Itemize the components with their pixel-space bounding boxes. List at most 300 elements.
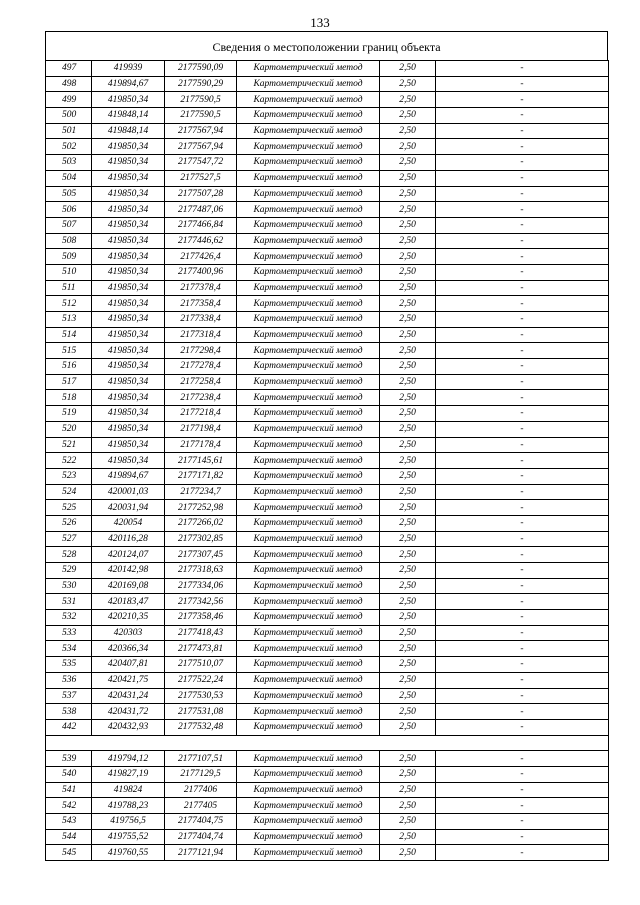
method-cell: Картометрический метод: [237, 798, 380, 814]
y-coordinate-cell: 2177527,5: [165, 170, 237, 186]
method-cell: Картометрический метод: [237, 688, 380, 704]
y-coordinate-cell: 2177404,74: [165, 829, 237, 845]
description-cell: -: [436, 249, 609, 265]
table-row: [46, 657, 609, 673]
y-coordinate-cell: 2177318,63: [165, 563, 237, 579]
accuracy-cell: 2,50: [380, 814, 436, 830]
x-coordinate-cell: 420169,08: [92, 578, 165, 594]
y-coordinate-cell: 2177531,08: [165, 704, 237, 720]
page-number: 133: [310, 15, 330, 30]
y-coordinate-cell: 2177234,7: [165, 484, 237, 500]
table-row: [46, 390, 609, 406]
description-cell: -: [436, 186, 609, 202]
accuracy-cell: 2,50: [380, 359, 436, 375]
description-cell: -: [436, 76, 609, 92]
table-row: [46, 327, 609, 343]
table-row: [46, 563, 609, 579]
point-number-cell: 513: [46, 312, 92, 328]
table-body: [46, 61, 609, 861]
description-cell: -: [436, 374, 609, 390]
method-cell: Картометрический метод: [237, 421, 380, 437]
x-coordinate-cell: 420124,07: [92, 547, 165, 563]
accuracy-cell: 2,50: [380, 202, 436, 218]
y-coordinate-cell: 2177378,4: [165, 280, 237, 296]
x-coordinate-cell: 419850,34: [92, 437, 165, 453]
method-cell: Картометрический метод: [237, 641, 380, 657]
description-cell: -: [436, 766, 609, 782]
accuracy-cell: 2,50: [380, 280, 436, 296]
x-coordinate-cell: 419850,34: [92, 374, 165, 390]
description-cell: -: [436, 155, 609, 171]
method-cell: Картометрический метод: [237, 280, 380, 296]
accuracy-cell: 2,50: [380, 468, 436, 484]
point-number-cell: 521: [46, 437, 92, 453]
point-number-cell: 518: [46, 390, 92, 406]
y-coordinate-cell: 2177338,4: [165, 312, 237, 328]
y-coordinate-cell: 2177266,02: [165, 515, 237, 531]
point-number-cell: 498: [46, 76, 92, 92]
point-number-cell: 504: [46, 170, 92, 186]
x-coordinate-cell: 420210,35: [92, 610, 165, 626]
description-cell: -: [436, 343, 609, 359]
table-row: [46, 155, 609, 171]
x-coordinate-cell: 420001,03: [92, 484, 165, 500]
x-coordinate-cell: 419848,14: [92, 123, 165, 139]
method-cell: Картометрический метод: [237, 610, 380, 626]
method-cell: Картометрический метод: [237, 500, 380, 516]
boundary-points-table: [45, 60, 609, 861]
accuracy-cell: 2,50: [380, 594, 436, 610]
description-cell: -: [436, 829, 609, 845]
accuracy-cell: 2,50: [380, 92, 436, 108]
x-coordinate-cell: 420116,28: [92, 531, 165, 547]
y-coordinate-cell: 2177107,51: [165, 751, 237, 767]
x-coordinate-cell: 419894,67: [92, 76, 165, 92]
point-number-cell: 542: [46, 798, 92, 814]
description-cell: -: [436, 625, 609, 641]
x-coordinate-cell: 419850,34: [92, 312, 165, 328]
table-row: [46, 170, 609, 186]
y-coordinate-cell: 2177178,4: [165, 437, 237, 453]
y-coordinate-cell: 2177342,56: [165, 594, 237, 610]
table-row: [46, 343, 609, 359]
method-cell: Картометрический метод: [237, 359, 380, 375]
table-row: [46, 515, 609, 531]
table-row: [46, 578, 609, 594]
accuracy-cell: 2,50: [380, 453, 436, 469]
method-cell: Картометрический метод: [237, 374, 380, 390]
point-number-cell: 516: [46, 359, 92, 375]
table-row: [46, 829, 609, 845]
point-number-cell: 538: [46, 704, 92, 720]
x-coordinate-cell: 419824: [92, 782, 165, 798]
method-cell: Картометрический метод: [237, 264, 380, 280]
table-row: [46, 437, 609, 453]
description-cell: -: [436, 139, 609, 155]
point-number-cell: 537: [46, 688, 92, 704]
table-row: [46, 186, 609, 202]
table-row: [46, 798, 609, 814]
accuracy-cell: 2,50: [380, 170, 436, 186]
point-number-cell: 528: [46, 547, 92, 563]
y-coordinate-cell: 2177567,94: [165, 139, 237, 155]
group-separator-row: [46, 735, 609, 751]
table-row: [46, 468, 609, 484]
table-row: [46, 296, 609, 312]
method-cell: Картометрический метод: [237, 170, 380, 186]
accuracy-cell: 2,50: [380, 343, 436, 359]
description-cell: -: [436, 123, 609, 139]
point-number-cell: 545: [46, 845, 92, 861]
x-coordinate-cell: 419850,34: [92, 186, 165, 202]
point-number-cell: 533: [46, 625, 92, 641]
method-cell: Картометрический метод: [237, 390, 380, 406]
accuracy-cell: 2,50: [380, 437, 436, 453]
point-number-cell: 532: [46, 610, 92, 626]
method-cell: Картометрический метод: [237, 155, 380, 171]
y-coordinate-cell: 2177171,82: [165, 468, 237, 484]
method-cell: Картометрический метод: [237, 845, 380, 861]
y-coordinate-cell: 2177318,4: [165, 327, 237, 343]
x-coordinate-cell: 419827,19: [92, 766, 165, 782]
table-row: [46, 814, 609, 830]
accuracy-cell: 2,50: [380, 610, 436, 626]
separator-cell: [380, 735, 436, 751]
accuracy-cell: 2,50: [380, 563, 436, 579]
method-cell: Картометрический метод: [237, 233, 380, 249]
separator-cell: [436, 735, 609, 751]
description-cell: -: [436, 641, 609, 657]
table-row: [46, 249, 609, 265]
accuracy-cell: 2,50: [380, 296, 436, 312]
accuracy-cell: 2,50: [380, 186, 436, 202]
table-row: [46, 641, 609, 657]
method-cell: Картометрический метод: [237, 186, 380, 202]
point-number-cell: 523: [46, 468, 92, 484]
y-coordinate-cell: 2177238,4: [165, 390, 237, 406]
method-cell: Картометрический метод: [237, 484, 380, 500]
point-number-cell: 511: [46, 280, 92, 296]
method-cell: Картометрический метод: [237, 547, 380, 563]
description-cell: -: [436, 264, 609, 280]
point-number-cell: 506: [46, 202, 92, 218]
accuracy-cell: 2,50: [380, 61, 436, 77]
x-coordinate-cell: 419894,67: [92, 468, 165, 484]
y-coordinate-cell: 2177522,24: [165, 672, 237, 688]
table-row: [46, 500, 609, 516]
y-coordinate-cell: 2177446,62: [165, 233, 237, 249]
table-row: [46, 610, 609, 626]
method-cell: Картометрический метод: [237, 61, 380, 77]
x-coordinate-cell: 419850,34: [92, 155, 165, 171]
x-coordinate-cell: 419756,5: [92, 814, 165, 830]
point-number-cell: 541: [46, 782, 92, 798]
description-cell: -: [436, 610, 609, 626]
table-row: [46, 594, 609, 610]
point-number-cell: 526: [46, 515, 92, 531]
x-coordinate-cell: 419788,23: [92, 798, 165, 814]
table-row: [46, 217, 609, 233]
point-number-cell: 540: [46, 766, 92, 782]
description-cell: -: [436, 233, 609, 249]
table-row: [46, 625, 609, 641]
point-number-cell: 505: [46, 186, 92, 202]
point-number-cell: 509: [46, 249, 92, 265]
description-cell: -: [436, 563, 609, 579]
table-row: [46, 406, 609, 422]
point-number-cell: 524: [46, 484, 92, 500]
method-cell: Картометрический метод: [237, 139, 380, 155]
accuracy-cell: 2,50: [380, 123, 436, 139]
x-coordinate-cell: 419850,34: [92, 359, 165, 375]
y-coordinate-cell: 2177252,98: [165, 500, 237, 516]
x-coordinate-cell: 419850,34: [92, 421, 165, 437]
point-number-cell: 502: [46, 139, 92, 155]
accuracy-cell: 2,50: [380, 264, 436, 280]
accuracy-cell: 2,50: [380, 327, 436, 343]
x-coordinate-cell: 419850,34: [92, 249, 165, 265]
method-cell: Картометрический метод: [237, 766, 380, 782]
description-cell: -: [436, 515, 609, 531]
accuracy-cell: 2,50: [380, 233, 436, 249]
description-cell: -: [436, 719, 609, 735]
method-cell: Картометрический метод: [237, 343, 380, 359]
y-coordinate-cell: 2177590,5: [165, 92, 237, 108]
table-row: [46, 76, 609, 92]
method-cell: Картометрический метод: [237, 704, 380, 720]
description-cell: -: [436, 704, 609, 720]
description-cell: -: [436, 798, 609, 814]
table-row: [46, 359, 609, 375]
accuracy-cell: 2,50: [380, 217, 436, 233]
separator-cell: [237, 735, 380, 751]
accuracy-cell: 2,50: [380, 312, 436, 328]
description-cell: -: [436, 170, 609, 186]
method-cell: Картометрический метод: [237, 515, 380, 531]
y-coordinate-cell: 2177590,29: [165, 76, 237, 92]
method-cell: Картометрический метод: [237, 563, 380, 579]
x-coordinate-cell: 419850,34: [92, 390, 165, 406]
point-number-cell: 536: [46, 672, 92, 688]
point-number-cell: 514: [46, 327, 92, 343]
x-coordinate-cell: 419850,34: [92, 280, 165, 296]
x-coordinate-cell: 420031,94: [92, 500, 165, 516]
x-coordinate-cell: 419848,14: [92, 108, 165, 124]
x-coordinate-cell: 419850,34: [92, 453, 165, 469]
x-coordinate-cell: 420431,72: [92, 704, 165, 720]
x-coordinate-cell: 420142,98: [92, 563, 165, 579]
description-cell: -: [436, 782, 609, 798]
point-number-cell: 503: [46, 155, 92, 171]
table-row: [46, 766, 609, 782]
table-row: [46, 531, 609, 547]
y-coordinate-cell: 2177530,53: [165, 688, 237, 704]
y-coordinate-cell: 2177298,4: [165, 343, 237, 359]
separator-cell: [46, 735, 92, 751]
y-coordinate-cell: 2177532,48: [165, 719, 237, 735]
accuracy-cell: 2,50: [380, 139, 436, 155]
x-coordinate-cell: 419850,34: [92, 343, 165, 359]
table-row: [46, 719, 609, 735]
description-cell: -: [436, 672, 609, 688]
point-number-cell: 530: [46, 578, 92, 594]
table-caption: Сведения о местоположении границ объекта: [45, 31, 608, 60]
point-number-cell: 525: [46, 500, 92, 516]
x-coordinate-cell: 420432,93: [92, 719, 165, 735]
description-cell: -: [436, 688, 609, 704]
description-cell: -: [436, 531, 609, 547]
description-cell: -: [436, 751, 609, 767]
x-coordinate-cell: 419755,52: [92, 829, 165, 845]
method-cell: Картометрический метод: [237, 625, 380, 641]
x-coordinate-cell: 419939: [92, 61, 165, 77]
method-cell: Картометрический метод: [237, 327, 380, 343]
y-coordinate-cell: 2177510,07: [165, 657, 237, 673]
y-coordinate-cell: 2177129,5: [165, 766, 237, 782]
accuracy-cell: 2,50: [380, 782, 436, 798]
point-number-cell: 522: [46, 453, 92, 469]
method-cell: Картометрический метод: [237, 437, 380, 453]
point-number-cell: 534: [46, 641, 92, 657]
y-coordinate-cell: 2177426,4: [165, 249, 237, 265]
accuracy-cell: 2,50: [380, 76, 436, 92]
y-coordinate-cell: 2177334,06: [165, 578, 237, 594]
x-coordinate-cell: 419850,34: [92, 92, 165, 108]
y-coordinate-cell: 2177307,45: [165, 547, 237, 563]
accuracy-cell: 2,50: [380, 688, 436, 704]
table-row: [46, 264, 609, 280]
accuracy-cell: 2,50: [380, 249, 436, 265]
y-coordinate-cell: 2177145,61: [165, 453, 237, 469]
point-number-cell: 543: [46, 814, 92, 830]
table-row: [46, 484, 609, 500]
method-cell: Картометрический метод: [237, 296, 380, 312]
table-row: [46, 312, 609, 328]
description-cell: -: [436, 61, 609, 77]
x-coordinate-cell: 419850,34: [92, 233, 165, 249]
description-cell: -: [436, 312, 609, 328]
accuracy-cell: 2,50: [380, 484, 436, 500]
accuracy-cell: 2,50: [380, 547, 436, 563]
description-cell: -: [436, 437, 609, 453]
description-cell: -: [436, 327, 609, 343]
y-coordinate-cell: 2177358,4: [165, 296, 237, 312]
method-cell: Картометрический метод: [237, 578, 380, 594]
x-coordinate-cell: 419850,34: [92, 170, 165, 186]
y-coordinate-cell: 2177418,43: [165, 625, 237, 641]
accuracy-cell: 2,50: [380, 657, 436, 673]
method-cell: Картометрический метод: [237, 814, 380, 830]
y-coordinate-cell: 2177473,81: [165, 641, 237, 657]
table-row: [46, 280, 609, 296]
accuracy-cell: 2,50: [380, 578, 436, 594]
x-coordinate-cell: 419794,12: [92, 751, 165, 767]
description-cell: -: [436, 484, 609, 500]
point-number-cell: 508: [46, 233, 92, 249]
y-coordinate-cell: 2177507,28: [165, 186, 237, 202]
method-cell: Картометрический метод: [237, 217, 380, 233]
y-coordinate-cell: 2177406: [165, 782, 237, 798]
table-row: [46, 704, 609, 720]
point-number-cell: 510: [46, 264, 92, 280]
boundary-table-container: [45, 31, 608, 861]
table-row: [46, 421, 609, 437]
description-cell: -: [436, 594, 609, 610]
description-cell: -: [436, 657, 609, 673]
description-cell: -: [436, 453, 609, 469]
method-cell: Картометрический метод: [237, 672, 380, 688]
x-coordinate-cell: 420303: [92, 625, 165, 641]
method-cell: Картометрический метод: [237, 468, 380, 484]
method-cell: Картометрический метод: [237, 92, 380, 108]
table-row: [46, 782, 609, 798]
point-number-cell: 544: [46, 829, 92, 845]
y-coordinate-cell: 2177547,72: [165, 155, 237, 171]
method-cell: Картометрический метод: [237, 76, 380, 92]
x-coordinate-cell: 419850,34: [92, 139, 165, 155]
x-coordinate-cell: 419850,34: [92, 264, 165, 280]
description-cell: -: [436, 468, 609, 484]
separator-cell: [92, 735, 165, 751]
y-coordinate-cell: 2177487,06: [165, 202, 237, 218]
method-cell: Картометрический метод: [237, 782, 380, 798]
y-coordinate-cell: 2177590,5: [165, 108, 237, 124]
method-cell: Картометрический метод: [237, 719, 380, 735]
description-cell: -: [436, 547, 609, 563]
x-coordinate-cell: 419850,34: [92, 327, 165, 343]
y-coordinate-cell: 2177400,96: [165, 264, 237, 280]
separator-cell: [165, 735, 237, 751]
point-number-cell: 500: [46, 108, 92, 124]
accuracy-cell: 2,50: [380, 766, 436, 782]
table-row: [46, 233, 609, 249]
y-coordinate-cell: 2177278,4: [165, 359, 237, 375]
table-row: [46, 751, 609, 767]
description-cell: -: [436, 578, 609, 594]
x-coordinate-cell: 420366,34: [92, 641, 165, 657]
accuracy-cell: 2,50: [380, 704, 436, 720]
accuracy-cell: 2,50: [380, 390, 436, 406]
accuracy-cell: 2,50: [380, 751, 436, 767]
table-row: [46, 108, 609, 124]
x-coordinate-cell: 419850,34: [92, 406, 165, 422]
description-cell: -: [436, 390, 609, 406]
accuracy-cell: 2,50: [380, 641, 436, 657]
y-coordinate-cell: 2177567,94: [165, 123, 237, 139]
method-cell: Картометрический метод: [237, 594, 380, 610]
description-cell: -: [436, 296, 609, 312]
table-row: [46, 139, 609, 155]
description-cell: -: [436, 280, 609, 296]
description-cell: -: [436, 500, 609, 516]
accuracy-cell: 2,50: [380, 798, 436, 814]
point-number-cell: 535: [46, 657, 92, 673]
description-cell: -: [436, 217, 609, 233]
y-coordinate-cell: 2177218,4: [165, 406, 237, 422]
description-cell: -: [436, 202, 609, 218]
point-number-cell: 499: [46, 92, 92, 108]
method-cell: Картометрический метод: [237, 108, 380, 124]
table-row: [46, 672, 609, 688]
method-cell: Картометрический метод: [237, 312, 380, 328]
point-number-cell: 519: [46, 406, 92, 422]
y-coordinate-cell: 2177590,09: [165, 61, 237, 77]
table-row: [46, 547, 609, 563]
accuracy-cell: 2,50: [380, 421, 436, 437]
description-cell: -: [436, 845, 609, 861]
accuracy-cell: 2,50: [380, 829, 436, 845]
method-cell: Картометрический метод: [237, 657, 380, 673]
